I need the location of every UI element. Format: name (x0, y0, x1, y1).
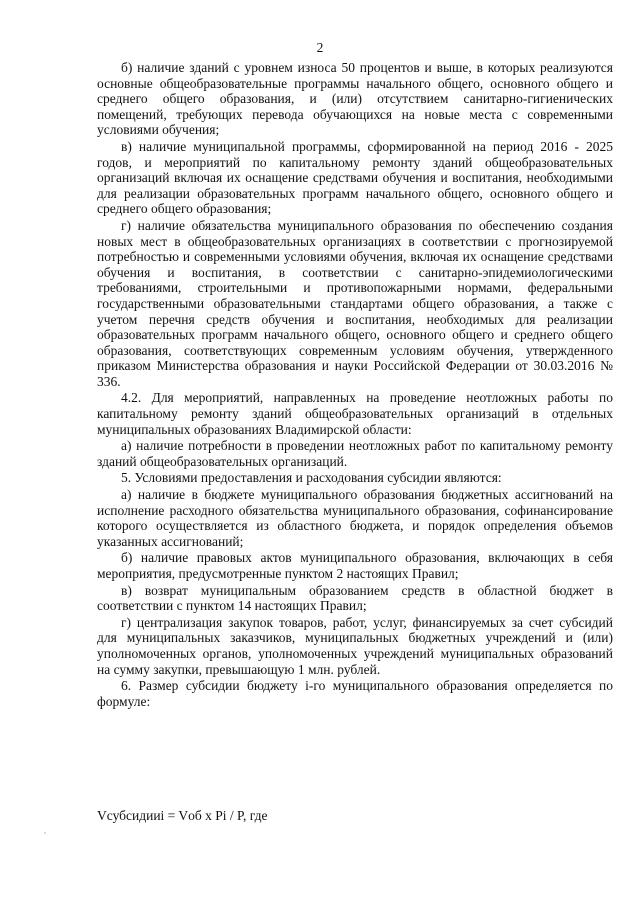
paragraph-a-repair-need: а) наличие потребности в проведении неотложных работ по капитальному ремонту зданий общеобразовательных организаций. (97, 438, 613, 469)
paragraph-g-new-places-obligation: г) наличие обязательства муниципального образования по обеспечению создания новых мест в общеобразовательных организациях в соответствии с прогнозируемой потребностью и современными условиями обучения, включая их оснащение средствами обучения и воспитания, в соответствии с санитарно-эпидемиологическими требованиями, строительными и противопожарными нормами, федеральными государственными образовательными стандартами общего образования, а также с учетом перечня средств обучения и воспитания, необходимых для реализации образовательных программ начального общего, основного общего и среднего общего образования, соответствующих современным условиям обучения, утвержденного приказом Министерства образования и науки Российской Федерации от 30.03.2016 № 336. (97, 217, 613, 389)
paragraph-g-procurement: г) централизация закупок товаров, работ, услуг, финансируемых за счет субсидий для муниципальных заказчиков, муниципальных бюджетных учреждений и (или) уполномоченных органов, уполномоченных учреждений муниципальных образований на сумму закупки, превышающую 1 млн. рублей. (97, 614, 613, 677)
paragraph-6-subsidy-size: 6. Размер субсидии бюджету i-го муниципального образования определяется по формуле: (97, 678, 613, 709)
paragraph-5-conditions: 5. Условиями предоставления и расходования субсидии являются: (121, 470, 502, 486)
paragraph-b-legal-acts: б) наличие правовых актов муниципального образования, включающих в себя мероприятия, предусмотренные пунктом 2 настоящих Правил; (97, 550, 613, 581)
document-body (97, 60, 613, 710)
paragraph-v-municipal-program: в) наличие муниципальной программы, сформированной на период 2016 - 2025 годов, и мероприятий по капитальному ремонту зданий общеобразовательных организаций включая их оснащение средствами обучения и воспитания, необходимыми для реализации образовательных программ начального общего, основного общего и среднего общего образования; (97, 138, 613, 217)
paragraph-b-building-wear: б) наличие зданий с уровнем износа 50 процентов и выше, в которых реализуются основные общеобразовательные программы начального общего, основного общего и среднего общего образования, и (или) отсутствием санитарно-гигиенических помещений, требующих перевода обучающихся на новые места с современными условиями обучения; (97, 60, 613, 138)
page-number: 2 (316, 40, 324, 55)
paragraph-a-budget-allocations: а) наличие в бюджете муниципального образования бюджетных ассигнований на исполнение расходного обязательства муниципального образования, софинансирование которого осуществляется из областного бюджета, и порядок определения объемов указанных ассигнований; (97, 487, 613, 549)
paragraph-4-2-urgent-repairs: 4.2. Для мероприятий, направленных на проведение неотложных работы по капитальному ремонту зданий общеобразовательных организаций в отдельных муниципальных образованиях Владимирской области: (97, 390, 613, 437)
scan-speck (44, 832, 46, 834)
subsidy-formula: Vсубсидииi = Vоб x Pi / P, где (97, 808, 268, 823)
paragraph-v-funds-return: в) возврат муниципальным образованием средств в областной бюджет в соответствии с пунктом 14 настоящих Правил; (97, 582, 613, 614)
